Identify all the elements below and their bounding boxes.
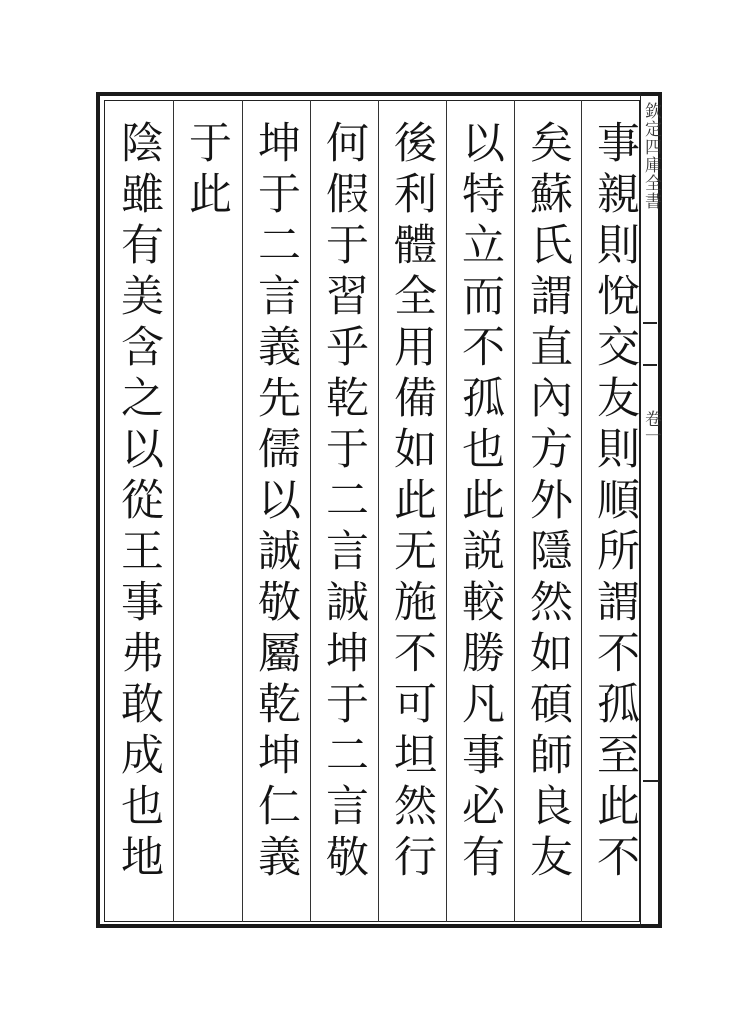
text-column-3: 以特立而不孤也此説較勝凡事必有 — [455, 120, 505, 885]
text-column-4: 後利體全用備如此无施不可坦然行 — [387, 120, 437, 885]
margin-volume-label: 卷一 — [641, 410, 661, 444]
margin-book-title: 欽定四庫全書 — [641, 102, 661, 210]
text-column-7: 于此 — [182, 120, 232, 222]
text-column-2: 矣蘇氏謂直內方外隱然如碩師良友 — [523, 120, 573, 885]
text-column-8: 陰雖有美含之以從王事弗敢成也地 — [114, 120, 164, 885]
text-column-1: 事親則悅交友則順所謂不孤至此不 — [590, 120, 640, 885]
text-column-6: 坤于二言義先儒以誠敬屬乾坤仁義 — [251, 120, 301, 885]
text-column-5: 何假于習乎乾于二言誠坤于二言敬 — [319, 120, 369, 885]
